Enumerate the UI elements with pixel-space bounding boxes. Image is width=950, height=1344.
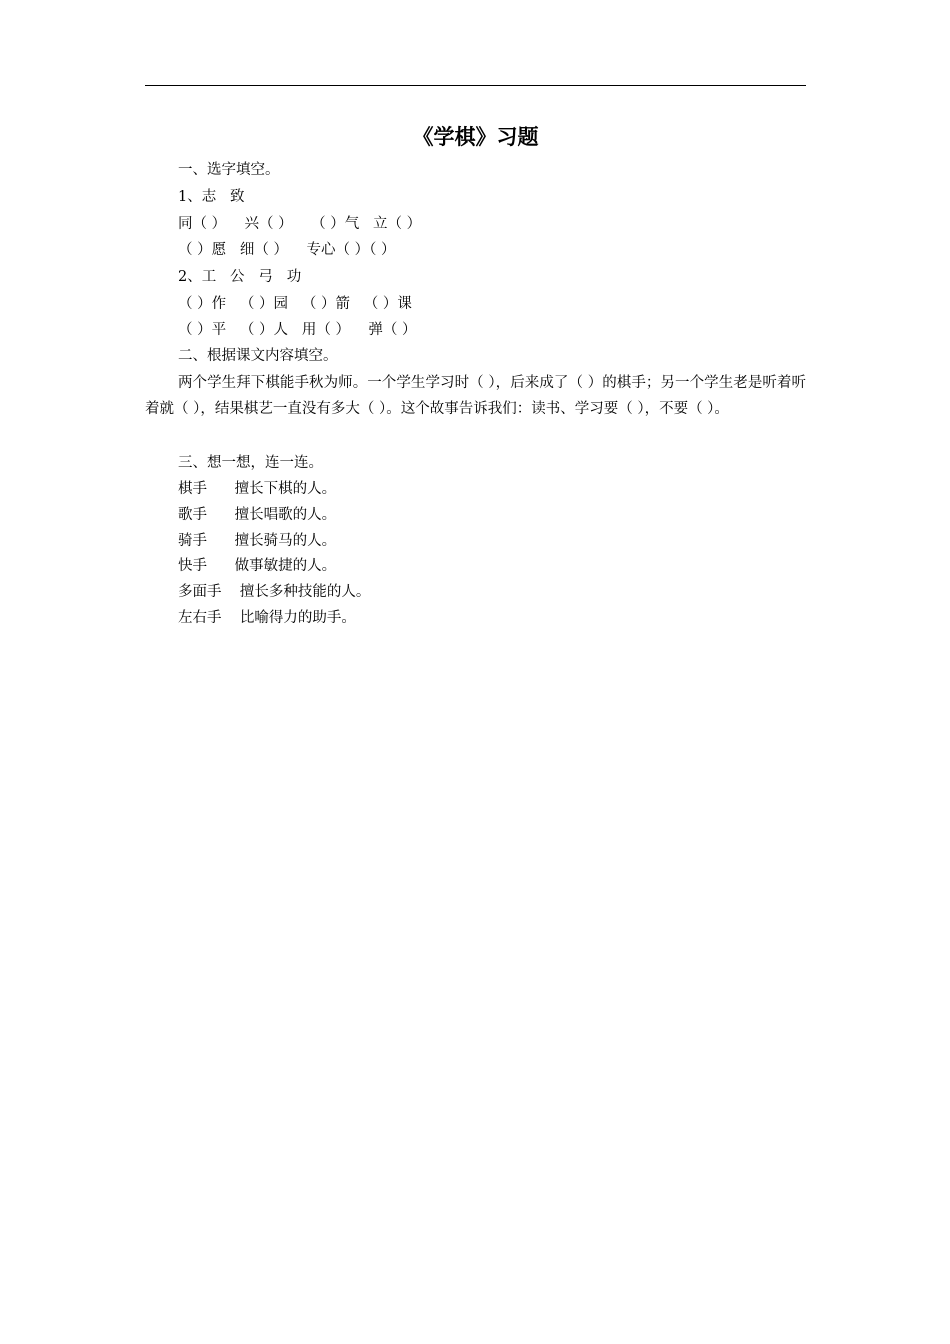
group1-row1: 同（ ） 兴（ ） （ ）气 立（ ） (178, 216, 422, 232)
section2-paragraph: 两个学生拜下棋能手秋为师。一个学生学习时（ ），后来成了（ ）的棋手；另一个学生老是听着听着就（ ），结果棋艺一直没有多大（ ）。这个故事告诉我们：读书、学习要（ ），不要（ ）。 (145, 375, 806, 417)
match-pair: 左右手 比喻得力的助手。 (178, 610, 356, 626)
section2-heading: 二、根据课文内容填空。 (178, 348, 338, 364)
document-title: 《学棋》习题 (412, 125, 539, 149)
section1-heading: 一、选字填空。 (178, 162, 280, 178)
match-pair: 骑手 擅长骑马的人。 (178, 533, 337, 549)
match-pair: 多面手 擅长多种技能的人。 (178, 584, 371, 600)
group2-heading: 2、工 公 弓 功 (178, 269, 302, 285)
header-rule (145, 85, 806, 86)
group1-row2: （ ）愿 细（ ） 专心（ ）（ ） (178, 242, 396, 258)
match-pair: 棋手 擅长下棋的人。 (178, 481, 337, 497)
match-pair: 快手 做事敏捷的人。 (178, 558, 337, 574)
section3-heading: 三、想一想，连一连。 (178, 455, 323, 471)
group2-row1: （ ）作 （ ）园 （ ）箭 （ ）课 (178, 296, 412, 312)
group1-heading: 1、志 致 (178, 189, 245, 205)
group2-row2: （ ）平 （ ）人 用（ ） 弹（ ） (178, 322, 417, 338)
match-pair: 歌手 擅长唱歌的人。 (178, 507, 337, 523)
